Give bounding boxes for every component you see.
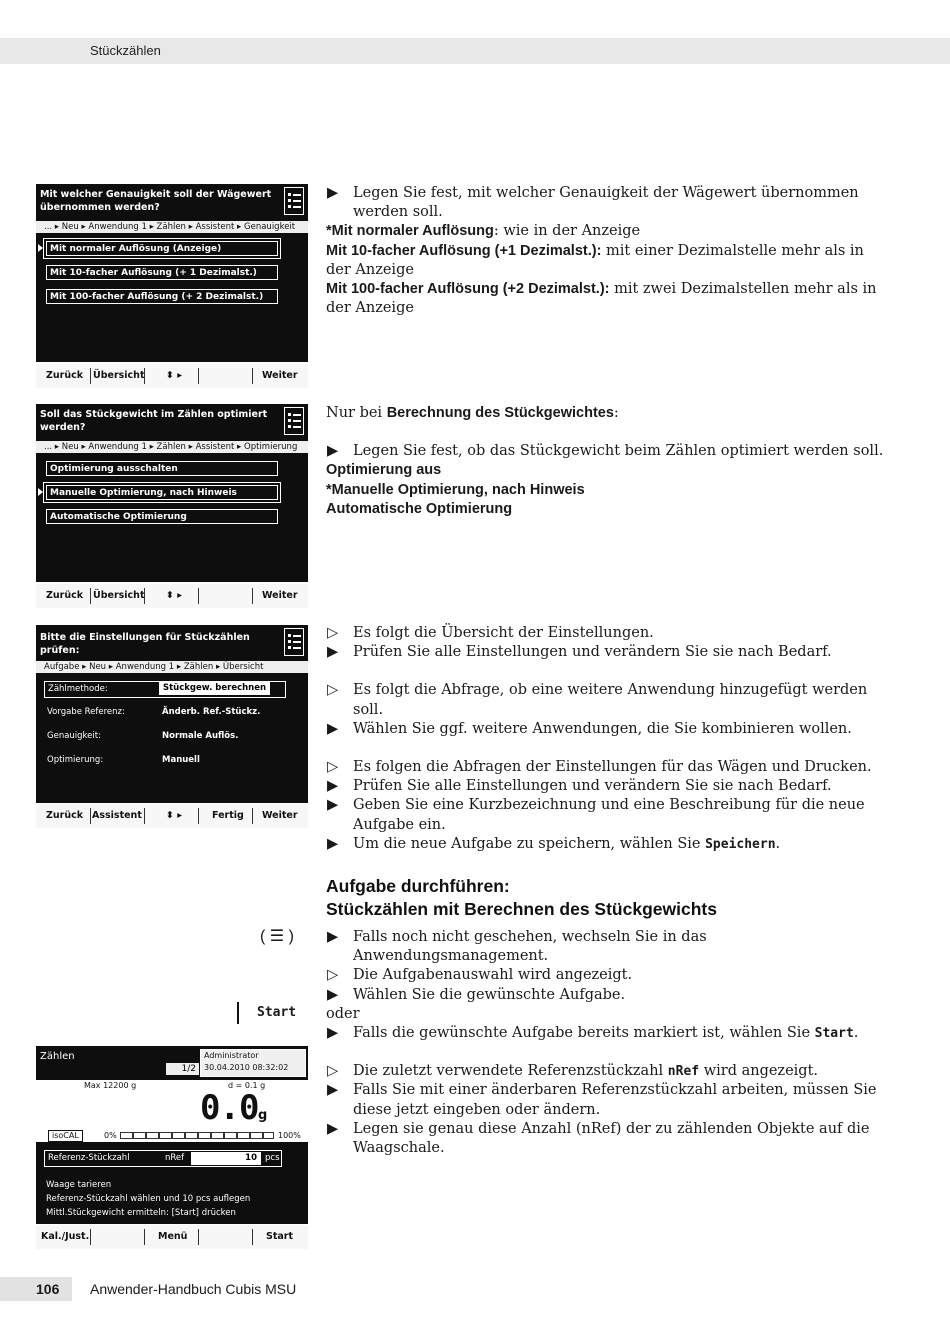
menu-key[interactable]	[260, 926, 294, 946]
instruction-3: Mittl.Stückgewicht ermitteln: [Start] drücken	[46, 1208, 236, 1218]
next-button[interactable]: Weiter	[262, 810, 298, 821]
instruction-2: Referenz-Stückzahl wählen und 10 pcs auflegen	[46, 1194, 251, 1204]
max-capacity: Max 12200 g	[84, 1081, 137, 1090]
iso-cal-button[interactable]: isoCAL	[48, 1130, 83, 1142]
ref-value: 10	[191, 1152, 261, 1165]
option-name: *Manuelle Optimierung, nach Hinweis	[326, 481, 585, 498]
weight-unit: g	[258, 1108, 268, 1123]
intro-colon: :	[613, 405, 619, 421]
overview-button[interactable]: Übersicht	[93, 370, 145, 381]
result: Die Aufgabenauswahl wird angezeigt.	[353, 967, 633, 984]
device-screen-optimization	[36, 404, 308, 582]
next-button[interactable]: Weiter	[262, 590, 298, 601]
result-bullet-icon: ▷	[327, 967, 339, 984]
list-menu-icon	[284, 187, 304, 215]
page-indicator: 1/2	[166, 1063, 199, 1075]
result-bullet-icon: ▷	[327, 1063, 339, 1080]
instruction: Falls Sie mit einer änderbaren Referenzstückzahl arbeiten, müssen Sie diese jetzt eingeben oder ändern.	[353, 1082, 877, 1118]
section-accuracy-text	[326, 184, 886, 318]
intro-text: Nur bei	[326, 405, 387, 421]
option-name: Mit 10-facher Auflösung (+1 Dezimalst.):	[326, 242, 602, 259]
instruction: Legen Sie fest, mit welcher Genauigkeit der Wägewert übernommen werden soll.	[353, 185, 859, 221]
start-key-divider	[237, 1002, 239, 1024]
instruction: Legen sie genau diese Anzahl (nRef) der zu zählenden Objekte auf die Waagschale.	[353, 1120, 870, 1157]
result: Die zuletzt verwendete Referenzstückzahl	[353, 1063, 668, 1080]
assistant-button[interactable]: Assistent	[92, 810, 142, 821]
setting-value: Stückgew. berechnen	[159, 682, 270, 695]
ref-label: Referenz-Stückzahl	[48, 1153, 130, 1163]
option-100x-resolution[interactable]: Mit 100-facher Auflösung (+ 2 Dezimalst.)	[46, 289, 278, 304]
instruction: Legen Sie fest, ob das Stückgewicht beim Zählen optimiert werden soll.	[353, 443, 884, 460]
instruction: Geben Sie eine Kurzbezeichnung und eine Beschreibung für die neue Aufgabe ein.	[353, 797, 865, 833]
instruction: Um die neue Aufgabe zu speichern, wählen Sie	[353, 835, 706, 852]
softkey-bar	[36, 364, 308, 388]
list-menu-icon	[284, 628, 304, 656]
instruction: Falls die gewünschte Aufgabe bereits markiert ist, wählen Sie	[353, 1025, 815, 1042]
instruction: Prüfen Sie alle Einstellungen und verändern Sie sie nach Bedarf.	[353, 644, 832, 661]
action-bullet-icon: ▶	[327, 929, 339, 945]
setting-row[interactable]	[44, 753, 284, 768]
action-bullet-icon: ▶	[327, 797, 339, 814]
overview-button[interactable]: Übersicht	[93, 590, 145, 601]
softkey-bar	[36, 1225, 308, 1249]
running-header: Stückzählen	[90, 43, 161, 58]
option-description: mit zwei Dezimalstellen mehr als in der Anzeige	[326, 281, 877, 317]
bar-min-label: 0%	[104, 1131, 117, 1140]
setting-key: Genauigkeit:	[47, 731, 101, 741]
breadcrumb: ... ▸ Neu ▸ Anwendung 1 ▸ Zählen ▸ Assistent ▸ Genauigkeit	[36, 221, 308, 233]
setting-key: Zählmethode:	[48, 684, 108, 694]
back-button[interactable]: Zurück	[46, 810, 84, 821]
setting-value: Manuell	[162, 755, 200, 765]
done-button[interactable]: Fertig	[212, 810, 244, 821]
navigate-arrows-icon[interactable]: ⬍ ▸	[166, 810, 183, 821]
action-bullet-icon: ▶	[327, 443, 339, 460]
save-key: Speichern	[705, 836, 776, 852]
start-key-ref: Start	[814, 1026, 854, 1042]
instruction-1: Waage tarieren	[46, 1180, 112, 1190]
option-optimization-off[interactable]: Optimierung ausschalten	[46, 461, 278, 476]
list-menu-icon: ( ☰ )	[260, 928, 294, 945]
device-screen-accuracy	[36, 184, 308, 362]
result-bullet-icon: ▷	[327, 682, 339, 699]
section-overview-text: ▷ Es folgt die Übersicht der Einstellungen. ▶ Prüfen Sie alle Einstellungen und verändern Sie sie nach Bedarf. ▷ Es folgt die Abfrage, ob eine weitere Anwendung hinzugefügt werden soll. ▶ Wählen Sie ggf. weitere Anwendungen, die Sie kombinieren wollen. ▷ Es folgen die Abfragen der Einstellungen für das Wägen und Drucken. ▶ Prüfen Sie alle Einstellungen und verändern Sie sie nach Bedarf. ▶ Geben Sie eine Kurzbezeichnung und eine Beschreibung für die neue Aufgabe ein. ▶ Um die neue Aufgabe zu speichern, wählen Sie Speichern.	[326, 624, 886, 854]
instruction: Prüfen Sie alle Einstellungen und verändern Sie sie nach Bedarf.	[353, 778, 832, 795]
action-bullet-icon: ▶	[327, 1025, 339, 1042]
user-info-box	[200, 1049, 306, 1077]
softkey-bar	[36, 804, 308, 828]
instruction: Wählen Sie die gewünschte Aufgabe.	[353, 986, 626, 1003]
section-optimization-text	[326, 404, 886, 519]
result-bullet-icon: ▷	[327, 759, 339, 776]
bar-max-label: 100%	[278, 1131, 301, 1140]
setting-value: Normale Auflös.	[162, 731, 239, 741]
action-bullet-icon: ▶	[327, 1082, 339, 1099]
setting-key: Vorgabe Referenz:	[47, 707, 125, 717]
ref-key: nRef	[165, 1153, 185, 1163]
option-automatic-optimization[interactable]: Automatische Optimierung	[46, 509, 278, 524]
weight-reading: 0.0	[200, 1088, 259, 1128]
option-description: mit einer Dezimalstelle mehr als in der Anzeige	[326, 242, 864, 278]
or-text: oder	[326, 1005, 360, 1022]
result: Es folgt die Abfrage, ob eine weitere Anwendung hinzugefügt werden soll.	[353, 682, 868, 718]
navigate-arrows-icon[interactable]: ⬍ ▸	[166, 590, 183, 601]
device-screen-counting	[36, 1046, 308, 1224]
date-time: 30.04.2010 08:32:02	[204, 1063, 289, 1072]
action-bullet-icon: ▶	[327, 720, 339, 737]
instruction: Wählen Sie ggf. weitere Anwendungen, die Sie kombinieren wollen.	[353, 720, 852, 737]
running-footer: Anwender-Handbuch Cubis MSU	[90, 1281, 297, 1297]
softkey-bar	[36, 584, 308, 608]
setting-row[interactable]	[44, 729, 284, 744]
action-bullet-icon: ▶	[327, 1120, 339, 1137]
action-bullet-icon: ▶	[327, 644, 339, 661]
option-normal-resolution[interactable]: Mit normaler Auflösung (Anzeige)	[46, 241, 278, 256]
result: Es folgt die Übersicht der Einstellungen.	[353, 625, 654, 641]
breadcrumb: Aufgabe ▸ Neu ▸ Anwendung 1 ▸ Zählen ▸ Übersicht	[36, 661, 308, 673]
section-run-task-text: ▶ Falls noch nicht geschehen, wechseln Sie in das Anwendungsmanagement. ▷ Die Aufgabenauswahl wird angezeigt. ▶ Wählen Sie die gewünschte Aufgabe. oder ▶ Falls die gewünschte Aufgabe bereits markiert ist, wählen Sie Start. ▷ Die zuletzt verwendete Referenzstückzahl nRef wird angezeigt. ▶ Falls Sie mit einer änderbaren Referenzstückzahl arbeiten, müssen Sie diese jetzt eingeben oder ändern. ▶ Legen sie genau diese Anzahl (nRef) der zu zählenden Objekte auf die Waagschale.	[326, 928, 886, 1158]
option-10x-resolution[interactable]: Mit 10-facher Auflösung (+ 1 Dezimalst.)	[46, 265, 278, 280]
action-bullet-icon: ▶	[327, 835, 339, 852]
screen-question: Bitte die Einstellungen für Stückzählen prüfen:	[40, 632, 250, 656]
start-button[interactable]: Start	[266, 1231, 294, 1242]
device-screen-overview	[36, 625, 308, 803]
user-name: Administrator	[204, 1051, 259, 1060]
action-bullet-icon: ▶	[327, 778, 339, 795]
screen-question: Soll das Stückgewicht im Zählen optimiert werden?	[40, 409, 268, 433]
option-name: Mit normaler Auflösung	[331, 223, 494, 240]
setting-row[interactable]	[44, 705, 284, 720]
setting-value: Änderb. Ref.-Stückz.	[162, 707, 261, 717]
ref-unit: pcs	[265, 1153, 280, 1163]
option-manual-optimization[interactable]: Manuelle Optimierung, nach Hinweis	[46, 485, 278, 500]
instruction: Falls noch nicht geschehen, wechseln Sie in das Anwendungsmanagement.	[353, 929, 707, 965]
selection-arrow-icon	[38, 244, 43, 252]
result-end: wird angezeigt.	[699, 1063, 819, 1080]
page-number: 106	[36, 1281, 60, 1297]
section-heading: Aufgabe durchführen:	[326, 876, 510, 896]
start-key[interactable]: Start	[257, 1005, 297, 1020]
action-bullet-icon: ▶	[327, 986, 339, 1003]
progress-bar	[120, 1132, 274, 1139]
intro-bold: Berechnung des Stückgewichtes	[386, 405, 614, 421]
result: Es folgen die Abfragen der Einstellungen für das Wägen und Drucken.	[353, 759, 872, 776]
next-button[interactable]: Weiter	[262, 370, 298, 381]
calibration-button[interactable]: Kal./Just.	[41, 1231, 90, 1242]
breadcrumb: ... ▸ Neu ▸ Anwendung 1 ▸ Zählen ▸ Assistent ▸ Optimierung	[36, 441, 308, 453]
screen-question: Mit welcher Genauigkeit soll der Wägewert übernommen werden?	[40, 189, 272, 213]
menu-button[interactable]: Menü	[158, 1231, 188, 1242]
action-bullet-icon: ▶	[327, 185, 339, 201]
option-name: Automatische Optimierung	[326, 500, 513, 517]
option-name: Optimierung aus	[326, 462, 442, 479]
navigate-arrows-icon[interactable]: ⬍ ▸	[166, 370, 183, 381]
readability: d = 0.1 g	[228, 1081, 266, 1090]
setting-key: Optimierung:	[47, 755, 104, 765]
setting-row[interactable]	[44, 681, 286, 698]
option-description: : wie in der Anzeige	[493, 223, 641, 240]
weighing-area	[36, 1080, 308, 1142]
nref-key: nRef	[667, 1064, 700, 1080]
selection-arrow-icon	[38, 488, 43, 496]
default-marker: *	[326, 223, 332, 240]
option-name: Mit 100-facher Auflösung (+2 Dezimalst.):	[326, 281, 610, 298]
reference-count-field[interactable]	[44, 1150, 282, 1167]
list-menu-icon	[284, 407, 304, 435]
app-title: Zählen	[40, 1051, 75, 1062]
back-button[interactable]: Zurück	[46, 590, 84, 601]
result-bullet-icon: ▷	[327, 625, 339, 641]
section-subheading: Stückzählen mit Berechnen des Stückgewichts	[326, 899, 717, 919]
back-button[interactable]: Zurück	[46, 370, 84, 381]
